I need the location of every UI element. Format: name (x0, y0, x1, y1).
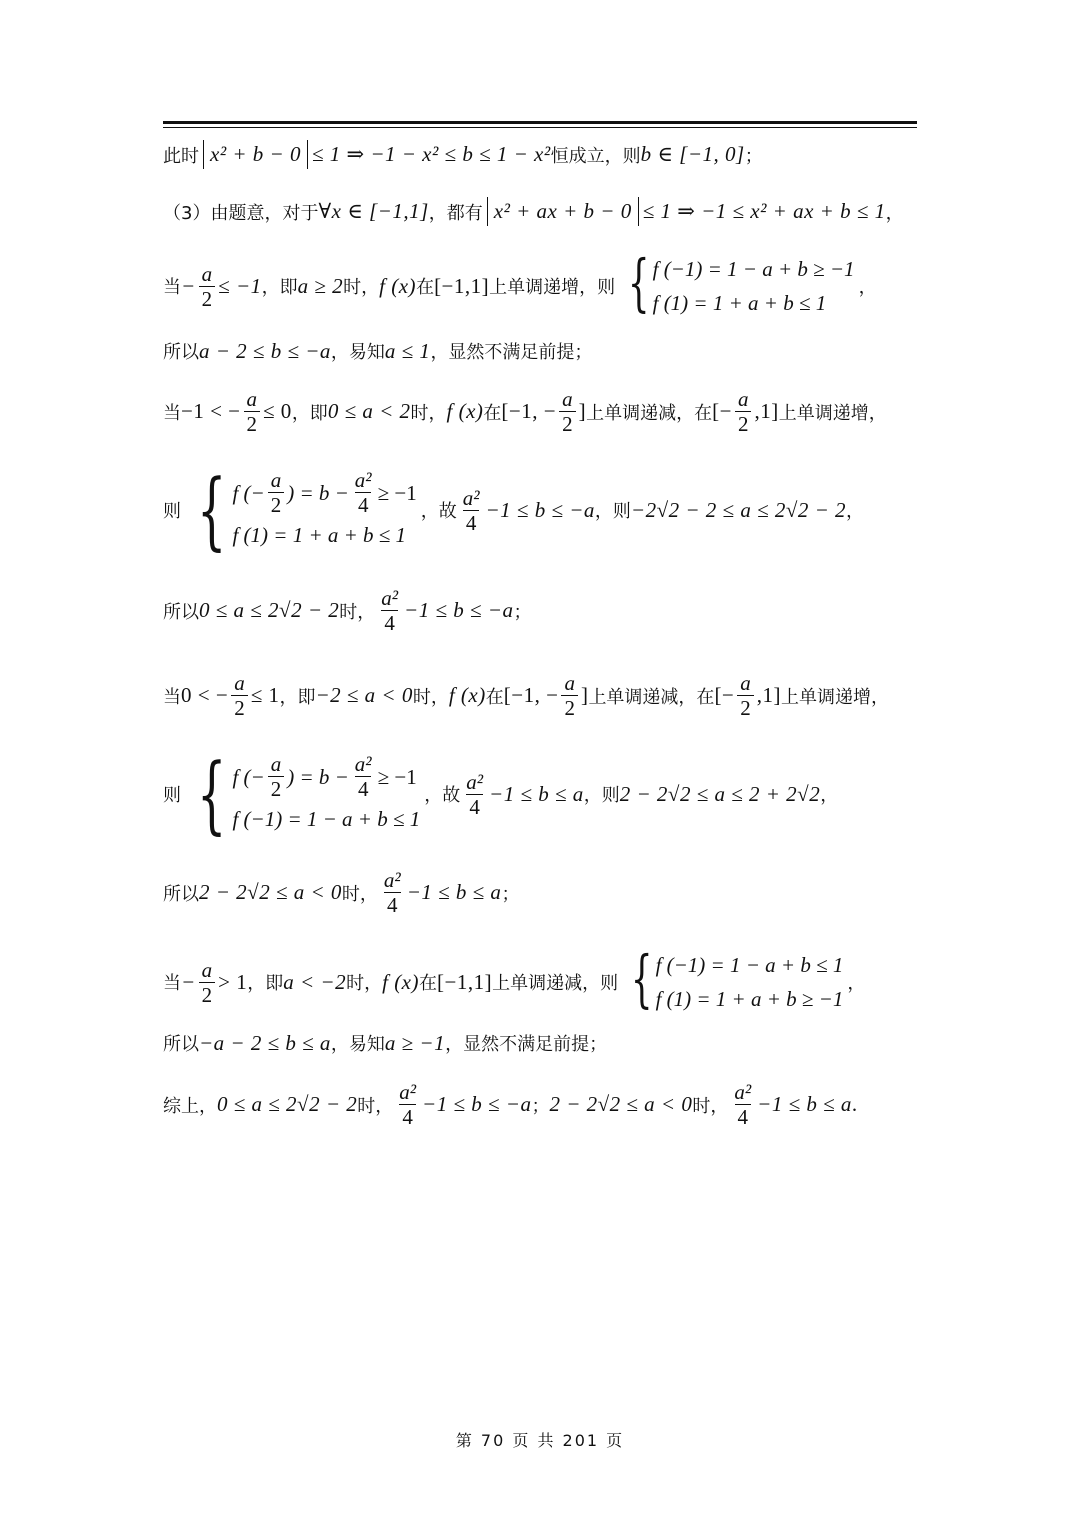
text: （3）由题意，对于 (163, 202, 319, 224)
formula: [−1, − (501, 399, 557, 423)
fraction (352, 468, 375, 517)
text: 综上， (163, 1095, 217, 1117)
line-6 (163, 461, 865, 559)
text: 当 (163, 402, 181, 424)
formula: [−1, − (503, 683, 559, 707)
fraction (463, 770, 486, 819)
formula: f (x) (446, 399, 484, 423)
text: ，则 (583, 785, 620, 806)
left-brace-icon: { (197, 461, 227, 559)
denominator: 2 (244, 411, 261, 436)
formula: [−1,1] (434, 273, 490, 298)
formula: − (181, 273, 196, 298)
line-13 (163, 1080, 858, 1129)
denominator: 4 (399, 1104, 416, 1129)
formula: ≤ −1 (218, 273, 262, 298)
text: ，即 (291, 402, 328, 424)
left-brace-icon: { (630, 942, 653, 1015)
denominator: 2 (737, 695, 754, 720)
numerator: a² (399, 1080, 417, 1104)
equation-system (185, 461, 417, 559)
denominator: 4 (355, 492, 372, 517)
text: 则 (163, 785, 181, 806)
formula: [− (714, 683, 735, 707)
denominator: 4 (735, 1104, 752, 1129)
text: ，显然不满足前提； (430, 342, 593, 363)
text: 时， (412, 686, 449, 708)
formula: − (181, 969, 196, 994)
text: 时， (339, 601, 376, 623)
formula: . (851, 1092, 858, 1116)
formula: 0 ≤ a ≤ 2√2 − 2 (199, 598, 340, 622)
formula: −1 ≤ b ≤ −a (485, 497, 595, 522)
text: 上单调递减，则 (492, 973, 619, 994)
text: ，都有 (428, 202, 483, 224)
fraction (268, 468, 285, 517)
text: 时， (410, 402, 447, 424)
fraction (735, 387, 752, 436)
formula: 2 − 2√2 ≤ a ≤ 2 + 2√2 (619, 781, 821, 806)
fraction (460, 486, 483, 535)
fraction (199, 958, 216, 1007)
line-1 (163, 140, 763, 169)
formula: [−1,1] (437, 969, 493, 994)
numerator: a² (462, 485, 480, 510)
text: 上单调递增，则 (489, 277, 616, 298)
system-row: f (−1) = 1 − a + b ≤ 1 (655, 953, 844, 977)
formula: f (x) (382, 969, 420, 994)
numerator: a² (466, 769, 484, 794)
line-11 (163, 942, 866, 1016)
fraction (352, 752, 375, 801)
formula: ≤ 1 ⇒ −1 − x² ≤ b ≤ 1 − x² (311, 142, 551, 166)
formula: 0 < − (181, 683, 229, 707)
line-9 (163, 745, 839, 843)
text: ， (847, 973, 866, 994)
formula: ≤ 1 (250, 683, 280, 707)
text: ，则 (594, 501, 631, 522)
formula: f (− (232, 480, 265, 505)
numerator: a (564, 671, 575, 695)
text: 时， (343, 277, 380, 298)
text: 此时 (163, 145, 199, 167)
header-rule-thick (163, 121, 917, 124)
numerator: a (234, 671, 245, 695)
numerator: a (246, 387, 258, 411)
line-4 (163, 338, 592, 364)
left-brace-icon: { (628, 246, 650, 319)
formula: ) = b − (287, 480, 349, 505)
formula: ∀x ∈ [−1,1] (318, 199, 429, 223)
text: 上单调递增， (778, 402, 887, 424)
numerator: a (201, 261, 213, 286)
numerator: a (562, 387, 573, 411)
denominator: 4 (355, 776, 372, 801)
numerator: a (740, 671, 751, 695)
system-row: f (1) = 1 + a + b ≥ −1 (655, 987, 844, 1011)
denominator: 4 (381, 610, 398, 635)
formula: a ≤ 1 (384, 338, 431, 363)
formula: −1 ≤ b ≤ a (489, 781, 584, 806)
formula: −2 ≤ a < 0 (315, 683, 413, 707)
formula: ,1] (756, 683, 782, 707)
numerator: a² (354, 752, 372, 777)
text: 所以 (163, 342, 199, 363)
fraction (244, 387, 261, 436)
text: 所以 (163, 883, 199, 905)
text: 在 (485, 686, 504, 708)
denominator: 2 (561, 695, 578, 720)
text: ，故 (424, 785, 461, 806)
fraction (396, 1080, 419, 1129)
formula: ≥ −1 (377, 480, 417, 505)
denominator: 4 (466, 794, 483, 819)
fraction (199, 262, 216, 311)
text: 在 (419, 973, 438, 994)
text: 在 (416, 277, 435, 298)
fraction (381, 868, 404, 917)
denominator: 4 (463, 510, 480, 535)
formula: −1 < − (181, 399, 241, 423)
text: ，即 (279, 686, 316, 708)
system-row: f (1) = 1 + a + b ≤ 1 (652, 291, 827, 315)
text: 时， (346, 973, 383, 994)
formula: a ≥ −1 (384, 1030, 446, 1055)
line-8 (163, 671, 889, 720)
formula: 0 ≤ a < 2 (327, 399, 411, 423)
denominator: 2 (231, 695, 248, 720)
line-5 (163, 387, 887, 436)
denominator: 2 (559, 411, 576, 436)
line-10 (163, 868, 519, 917)
text: ，易知 (330, 342, 385, 363)
numerator: a² (381, 586, 399, 610)
text: 时， (692, 1095, 729, 1117)
formula: f (x) (448, 683, 486, 707)
numerator: a (270, 752, 282, 777)
line-2 (163, 197, 904, 226)
system-row (232, 468, 416, 517)
formula: a − 2 ≤ b ≤ −a (199, 338, 331, 363)
formula: −1 ≤ b ≤ −a (404, 598, 514, 622)
denominator: 2 (199, 982, 216, 1007)
system-row: f (−1) = 1 − a + b ≥ −1 (652, 257, 855, 281)
formula: > 1 (218, 969, 248, 994)
line-7 (163, 586, 531, 635)
formula: ≤ 0 (263, 399, 292, 423)
text: 所以 (163, 1034, 199, 1055)
text: ， (885, 202, 904, 224)
left-brace-icon: { (197, 745, 227, 843)
formula: 2 − 2√2 ≤ a < 0 (549, 1092, 693, 1116)
line-3 (163, 246, 877, 320)
text: ， (858, 277, 877, 298)
formula: f (− (232, 764, 265, 789)
text: 当 (163, 277, 181, 298)
text: 恒成立，则 (550, 145, 641, 167)
text: 上单调递减，在 (588, 686, 715, 708)
formula: −1 ≤ b ≤ −a (422, 1092, 532, 1116)
denominator: 2 (268, 492, 285, 517)
text: ， (846, 501, 865, 522)
text: 在 (483, 402, 502, 424)
system-row: f (1) = 1 + a + b ≤ 1 (232, 522, 407, 547)
text: 当 (163, 973, 181, 994)
text: 所以 (163, 601, 199, 623)
text: 则 (163, 501, 181, 522)
denominator: 4 (384, 892, 401, 917)
text: 当 (163, 686, 181, 708)
formula: [− (712, 399, 732, 423)
numerator: a (270, 468, 282, 493)
equation-system (619, 246, 855, 320)
text: ，显然不满足前提； (445, 1034, 608, 1055)
text: 上单调递增， (781, 686, 890, 708)
numerator: a² (383, 868, 401, 892)
text: ； (501, 883, 520, 905)
fraction (737, 671, 754, 720)
text: ； (744, 145, 763, 167)
numerator: a (737, 387, 749, 411)
formula: b ∈ [−1, 0] (640, 142, 745, 166)
fraction (561, 671, 578, 720)
formula: ≥ −1 (377, 764, 417, 789)
absolute-value: x² + b − 0 (203, 140, 308, 169)
text: ，故 (420, 501, 457, 522)
formula: 0 ≤ a ≤ 2√2 − 2 (217, 1092, 358, 1116)
formula: ) = b − (287, 764, 349, 789)
text: ； (513, 601, 532, 623)
formula: ,1] (754, 399, 779, 423)
fraction (731, 1080, 754, 1129)
formula: −a − 2 ≤ b ≤ a (199, 1030, 331, 1055)
page-footer: 第 70 页 共 201 页 (455, 1431, 625, 1450)
text: 时， (341, 883, 378, 905)
formula: ] (578, 399, 587, 423)
fraction (559, 387, 576, 436)
fraction (268, 752, 285, 801)
formula: ≤ 1 ⇒ −1 ≤ x² + ax + b ≤ 1 (642, 199, 886, 223)
denominator: 2 (735, 411, 752, 436)
absolute-value: x² + ax + b − 0 (487, 197, 639, 226)
equation-system (622, 942, 844, 1016)
fraction (378, 586, 401, 635)
formula: ] (580, 683, 589, 707)
formula: a < −2 (283, 969, 347, 994)
text: 时， (357, 1095, 394, 1117)
text: ， (820, 785, 839, 806)
text: ，易知 (330, 1034, 385, 1055)
line-12 (163, 1030, 607, 1056)
formula: f (x) (379, 273, 417, 298)
text: ，即 (261, 277, 298, 298)
text: 上单调递减，在 (586, 402, 713, 424)
header-rule-thin (163, 127, 917, 128)
system-row: f (−1) = 1 − a + b ≤ 1 (232, 806, 421, 831)
text: ，即 (247, 973, 284, 994)
numerator: a (201, 957, 213, 982)
fraction (231, 671, 248, 720)
numerator: a² (734, 1080, 752, 1104)
system-row (232, 752, 420, 801)
formula: −1 ≤ b ≤ a (757, 1092, 852, 1116)
equation-system (185, 745, 421, 843)
numerator: a² (354, 468, 372, 493)
denominator: 2 (199, 286, 216, 311)
text: ； (531, 1095, 550, 1117)
denominator: 2 (268, 776, 285, 801)
formula: a ≥ 2 (297, 273, 344, 298)
formula: −1 ≤ b ≤ a (406, 880, 502, 904)
formula: −2√2 − 2 ≤ a ≤ 2√2 − 2 (630, 497, 847, 522)
formula: 2 − 2√2 ≤ a < 0 (199, 880, 342, 904)
